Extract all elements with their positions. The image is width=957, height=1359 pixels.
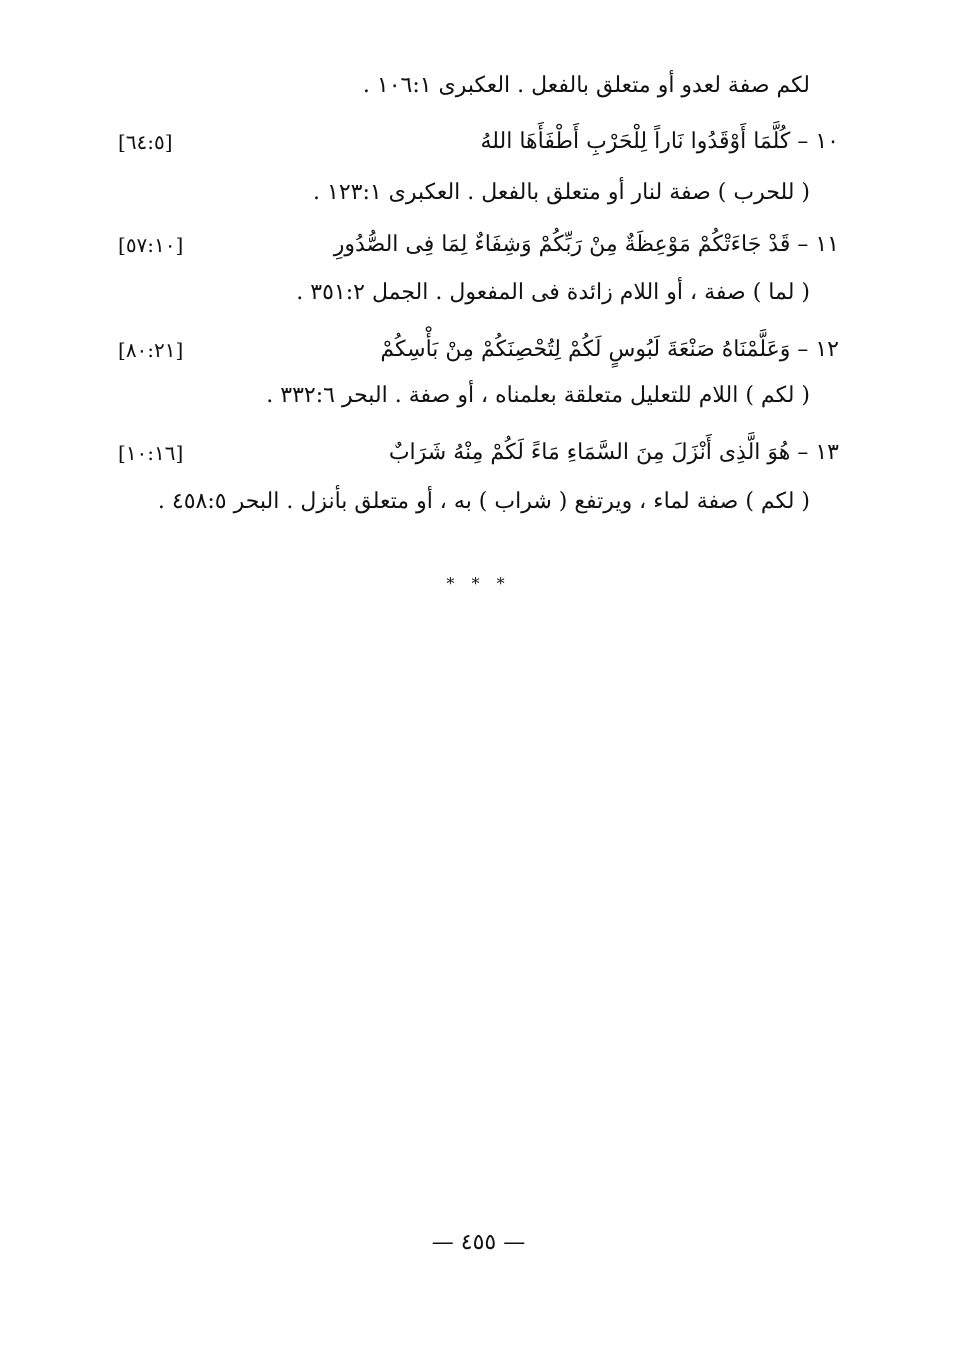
- verse-reference: [١٠:١٦]: [118, 441, 184, 465]
- commentary-line: ( لكم ) اللام للتعليل متعلقة بعلمناه ، أو صفة . البحر ٣٣٢:٦ .: [266, 383, 810, 408]
- verse-text: ١٠ – كُلَّمَا أَوْقَدُوا نَاراً لِلْحَرْبِ أَطْفَأَهَا اللهُ: [480, 129, 839, 154]
- commentary-line: لكم صفة لعدو أو متعلق بالفعل . العكبرى ١٠٦:١ .: [362, 73, 810, 98]
- commentary-line: ( لما ) صفة ، أو اللام زائدة فى المفعول . الجمل ٣٥١:٢ .: [296, 280, 810, 305]
- commentary-line: ( للحرب ) صفة لنار أو متعلق بالفعل . العكبرى ١٢٣:١ .: [313, 180, 810, 205]
- verse-reference: [٥٧:١٠]: [118, 233, 184, 257]
- commentary-line: ( لكم ) صفة لماء ، ويرتفع ( شراب ) به ، أو متعلق بأنزل . البحر ٤٥٨:٥ .: [157, 489, 810, 514]
- verse-reference: [٦٤:٥]: [118, 130, 173, 154]
- page-number: — ٤٥٥ —: [431, 1230, 526, 1255]
- verse-reference: [٨٠:٢١]: [118, 338, 184, 362]
- verse-text: ١٢ – وَعَلَّمْنَاهُ صَنْعَةَ لَبُوسٍ لَكُمْ لِتُحْصِنَكُمْ مِنْ بَأْسِكُمْ: [380, 337, 839, 362]
- verse-text: ١٣ – هُوَ الَّذِى أَنْزَلَ مِنَ السَّمَاءِ مَاءً لَكُمْ مِنْهُ شَرَابٌ: [388, 440, 839, 465]
- section-separator: * * *: [446, 574, 511, 593]
- verse-text: ١١ – قَدْ جَاءَتْكُمْ مَوْعِظَةٌ مِنْ رَبِّكُمْ وَشِفَاءٌ لِمَا فِى الصُّدُورِ: [333, 232, 839, 257]
